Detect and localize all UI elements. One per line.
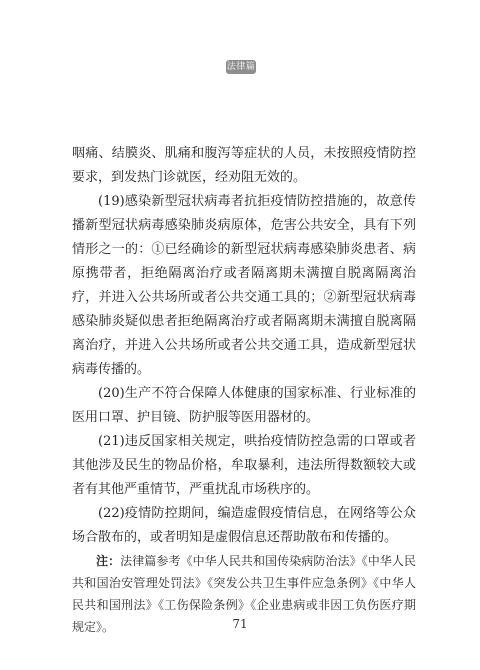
- page-number: 71: [232, 617, 248, 631]
- section-header-badge: 法律篇: [226, 62, 256, 72]
- paragraph-item-19: (19)感染新型冠状病毒者抗拒疫情防控措施的，故意传播新型冠状病毒感染肺炎病原体，危害公共安全，具有下列情形之一的：①已经确诊的新型冠状病毒感染肺炎患者、病原携带者，拒绝隔离治疗或者隔离期未满擅自脱离隔离治疗，并进入公共场所或者公共交通工具的；②新型冠状病毒感染肺炎疑似患者拒绝隔离治疗或者隔离期未满擅自脱离隔离治疗，并进入公共场所或者公共交通工具，造成新型冠状病毒传播的。: [72, 194, 416, 377]
- footnote-text: 法律篇参考《中华人民共和国传染病防治法》《中华人民共和国治安管理处罚法》《突发公共卫生事件应急条例》《中华人民共和国刑法》《工伤保险条例》《企业患病或非因工负伤医疗期规定》。: [72, 554, 416, 634]
- paragraph-item-22: (22)疫情防控期间，编造虚假疫情信息，在网络等公众场合散布的，或者明知是虚假信息还帮助散布和传播的。: [72, 506, 416, 545]
- paragraph-item-20: (20)生产不符合保障人体健康的国家标准、行业标准的医用口罩、护目镜、防护服等医用器材的。: [72, 386, 416, 425]
- footnote-label: 注：: [96, 554, 121, 568]
- paragraph-item-21: (21)违反国家相关规定，哄抬疫情防控急需的口罩或者其他涉及民生的物品价格，牟取暴利，违法所得数额较大或者有其他严重情节，严重扰乱市场秩序的。: [72, 434, 416, 497]
- paragraph-continuation: 咽痛、结膜炎、肌痛和腹泻等症状的人员，未按照疫情防控要求，到发热门诊就医，经劝阻无效的。: [72, 146, 416, 185]
- body-text: [72, 142, 416, 638]
